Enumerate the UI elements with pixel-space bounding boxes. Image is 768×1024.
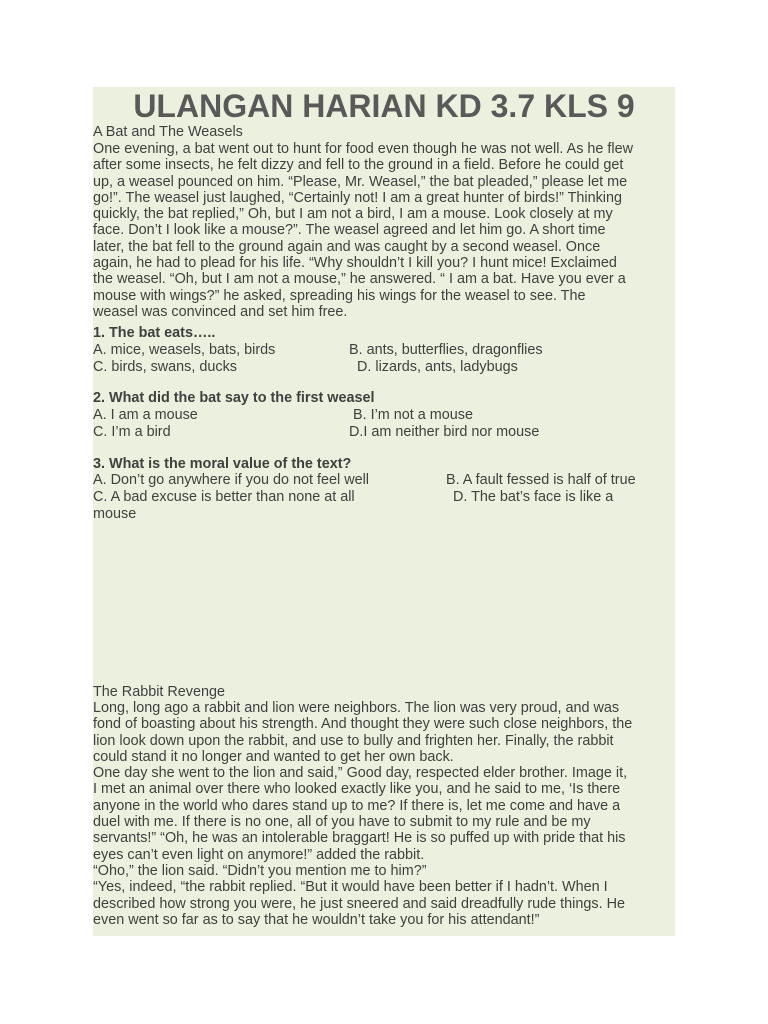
- q3-option-c: C. A bad excuse is better than none at all: [93, 489, 355, 505]
- q2-option-c: C. I’m a bird: [93, 424, 171, 440]
- q1-option-b: B. ants, butterflies, dragonflies: [349, 342, 543, 358]
- story1-body: One evening, a bat went out to hunt for food even though he was not well. As he flew after some insects, he felt dizzy and fell to the ground in a field. Before he could get up, a weasel pounced on him. “Please, Mr. Weasel,” the bat pleaded,” please let me go!”. The weasel just laughed, “Certainly not! I am a great hunter of birds!” Thinking quickly, the bat replied,” Oh, but I am not a bird, I am a mouse. Look closely at my face. Don’t I look like a mouse?”. The weasel agreed and let him go. A short time later, the bat fell to the ground again and was caught by a second weasel. Once again, he had to plead for his life. “Why shouldn’t I kill you? I hunt mice! Exclaimed the weasel. “Oh, but I am not a mouse,” he answered. “ I am a bat. Have you ever a mouse with wings?” he asked, spreading his wings for the weasel to see. The weasel was convinced and set him free.: [93, 141, 634, 320]
- q3-option-a: A. Don’t go anywhere if you do not feel well: [93, 472, 369, 488]
- q3-option-b: B. A fault fessed is half of true: [446, 472, 636, 488]
- page-title: ULANGAN HARIAN KD 3.7 KLS 9: [133, 88, 635, 124]
- q1-option-a: A. mice, weasels, bats, birds: [93, 342, 276, 358]
- q2-option-b: B. I’m not a mouse: [353, 407, 473, 423]
- q2-option-d: D.I am neither bird nor mouse: [349, 424, 540, 440]
- q3-option-d-continued: mouse: [93, 506, 137, 522]
- q1-option-c: C. birds, swans, ducks: [93, 359, 237, 375]
- q2-option-a: A. I am a mouse: [93, 407, 198, 423]
- question-1: 1. The bat eats…..: [93, 325, 216, 341]
- q1-option-d: D. lizards, ants, ladybugs: [357, 359, 518, 375]
- story2-heading: The Rabbit Revenge: [93, 684, 225, 700]
- question-2: 2. What did the bat say to the first weasel: [93, 390, 375, 406]
- story1-heading: A Bat and The Weasels: [93, 124, 243, 140]
- question-3: 3. What is the moral value of the text?: [93, 456, 352, 472]
- q3-option-d: D. The bat’s face is like a: [453, 489, 614, 505]
- story2-body: Long, long ago a rabbit and lion were neighbors. The lion was very proud, and was fond of boasting about his strength. And thought they were such close neighbors, the lion look down upon the rabbit, and use to bully and frighten her. Finally, the rabbit could stand it no longer and wanted to get her own back. One day she went to the lion and said,” Good day, respected elder brother. Image it, I met an animal over there who looked exactly like you, and he said to me, ‘Is there anyone in the world who dares stand up to me? If there is, let me come and have a duel with me. If there is no one, all of you have to submit to my rule and be my servants!” “Oh, he was an intolerable braggart! He is so puffed up with pride that his eyes can’t even light on anymore!” added the rabbit. “Oho,” the lion said. “Didn’t you mention me to him?” “Yes, indeed, “the rabbit replied. “But it would have been better if I hadn’t. When I described how strong you were, he just sneered and said dreadfully rude things. He even went so far as to say that he wouldn’t take you for his attendant!”: [93, 700, 633, 928]
